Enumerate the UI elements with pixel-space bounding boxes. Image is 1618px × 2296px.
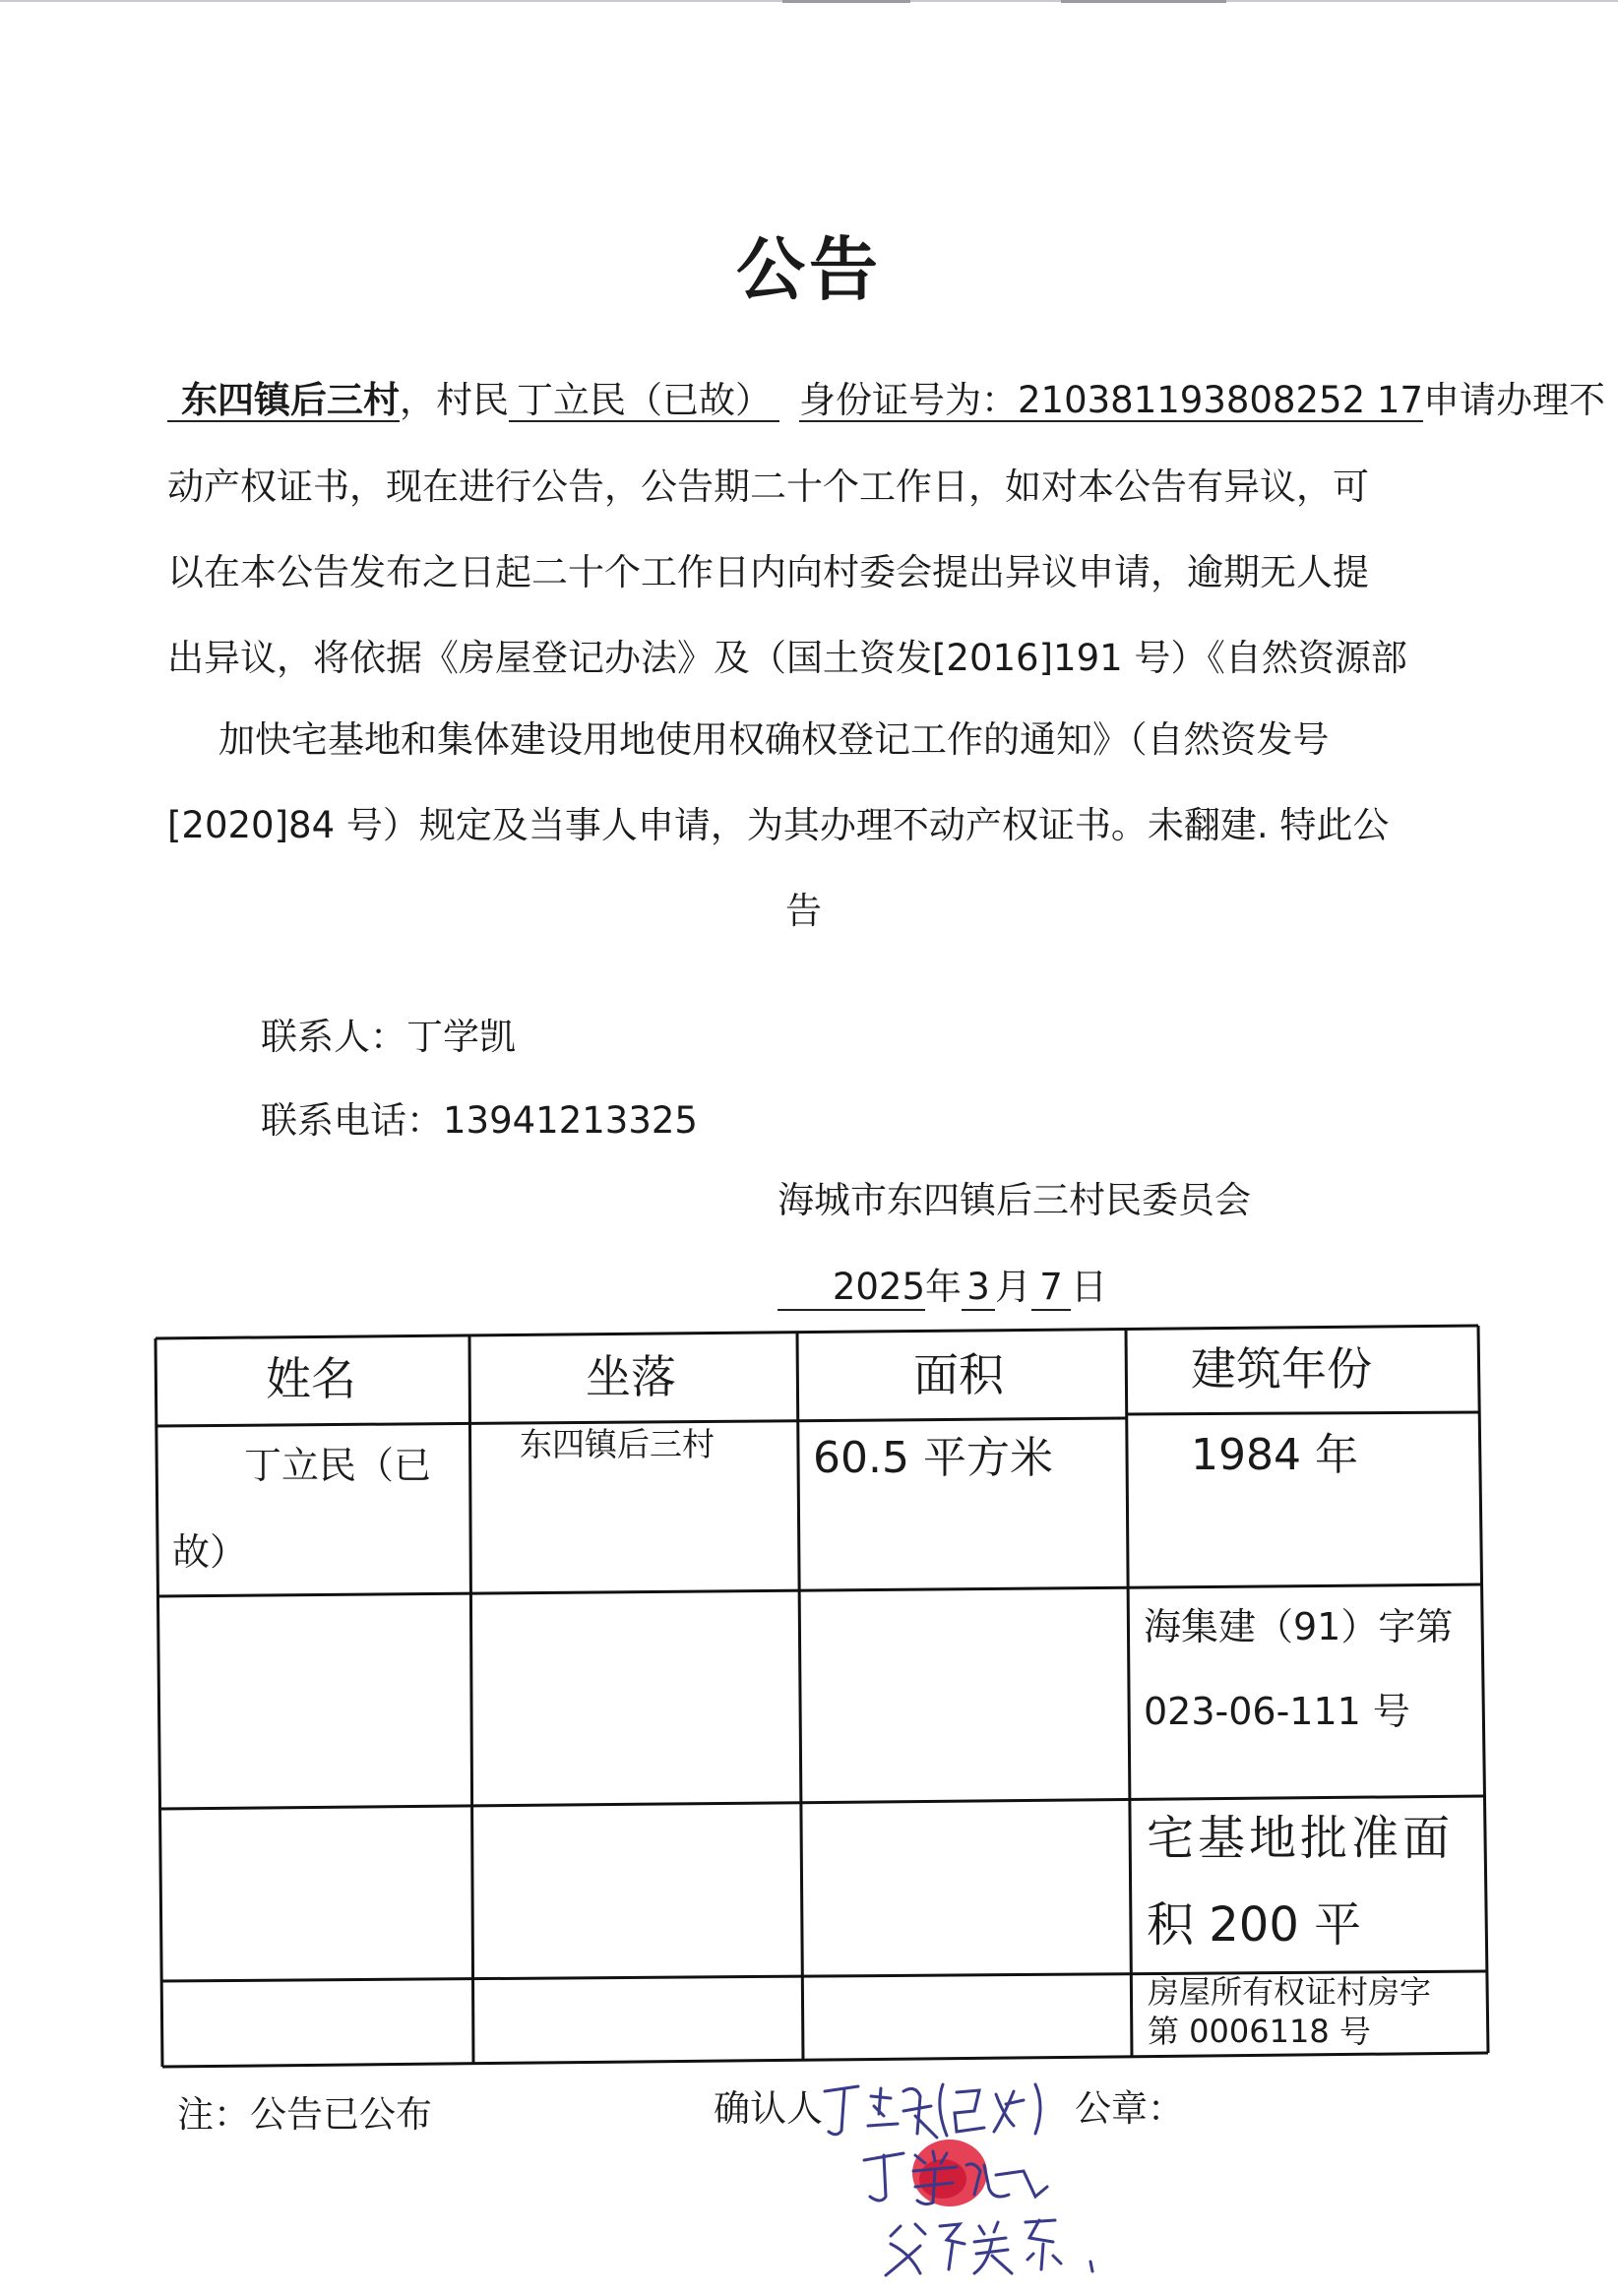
notice-line-7: 告 (785, 890, 822, 932)
property-area: 60.5 平方米 (813, 1433, 1053, 1483)
date-year: 2025 (778, 1266, 925, 1311)
villager-name: 丁立民（已故） (509, 381, 779, 422)
fingerprint-seal (912, 2140, 987, 2206)
house-cert-line-1: 房屋所有权证村房字 (1148, 1973, 1432, 2011)
notice-line-5: 加快宅基地和集体建设用地使用权确权登记工作的通知》（自然资发号 (218, 718, 1330, 761)
seal-label: 公章： (1075, 2087, 1184, 2130)
contact-person: 联系人：丁学凯 (261, 1016, 516, 1058)
notice-title: 公告 (736, 229, 882, 310)
notice-line-2: 动产权证书，现在进行公告，公告期二十个工作日，如对本公告有异议，可 (167, 465, 1369, 508)
notice-line-6: [2020]84 号）规定及当事人申请，为其办理不动产权证书。未翻建. 特此公 (167, 804, 1390, 846)
footer-note: 注：公告已公布 (177, 2093, 432, 2136)
signature-relation (886, 2220, 1092, 2275)
date-day: 7 (1031, 1266, 1071, 1311)
house-cert-line-2: 第 0006118 号 (1148, 2013, 1371, 2050)
approved-area-line-1: 宅基地批准面 (1147, 1811, 1455, 1866)
date-month-unit: 月 (995, 1266, 1031, 1308)
header-name: 姓名 (266, 1352, 356, 1405)
committee-name: 海城市东四镇后三村民委员会 (778, 1179, 1251, 1221)
line1-tail: 申请办理不 (1422, 379, 1605, 421)
header-area: 面积 (913, 1348, 1004, 1401)
collective-cert-line-2: 023-06-111 号 (1144, 1690, 1410, 1733)
collective-cert-line-1: 海集建（91）字第 (1144, 1605, 1454, 1648)
villager-prefix: ，村民 (400, 379, 509, 421)
owner-name-line-1: 丁立民（已 (244, 1444, 432, 1487)
notice-line-4: 出异议，将依据《房屋登记办法》及（国土资发[2016]191 号）《自然资源部 (167, 637, 1407, 679)
date-month: 3 (962, 1266, 995, 1311)
signature-owner (825, 2084, 1040, 2138)
approved-area-line-2: 积 200 平 (1147, 1897, 1362, 1953)
id-number: 210381193808252 17 (1018, 379, 1423, 421)
contact-phone: 联系电话：13941213325 (261, 1099, 698, 1142)
property-build-year: 1984 年 (1191, 1430, 1358, 1480)
header-build-year: 建筑年份 (1191, 1342, 1372, 1396)
confirm-label: 确认人 (714, 2087, 823, 2130)
id-label: 身份证号为： (799, 379, 1018, 421)
owner-name-line-2: 故） (172, 1530, 248, 1574)
date-day-unit: 日 (1071, 1266, 1107, 1308)
property-location: 东四镇后三村 (520, 1425, 715, 1463)
date-year-unit: 年 (925, 1266, 962, 1308)
village-name: 东四镇后三村 (167, 381, 400, 422)
notice-line-3: 以在本公告发布之日起二十个工作日内向村委会提出异议申请，逾期无人提 (167, 551, 1369, 593)
header-location: 坐落 (586, 1350, 676, 1403)
